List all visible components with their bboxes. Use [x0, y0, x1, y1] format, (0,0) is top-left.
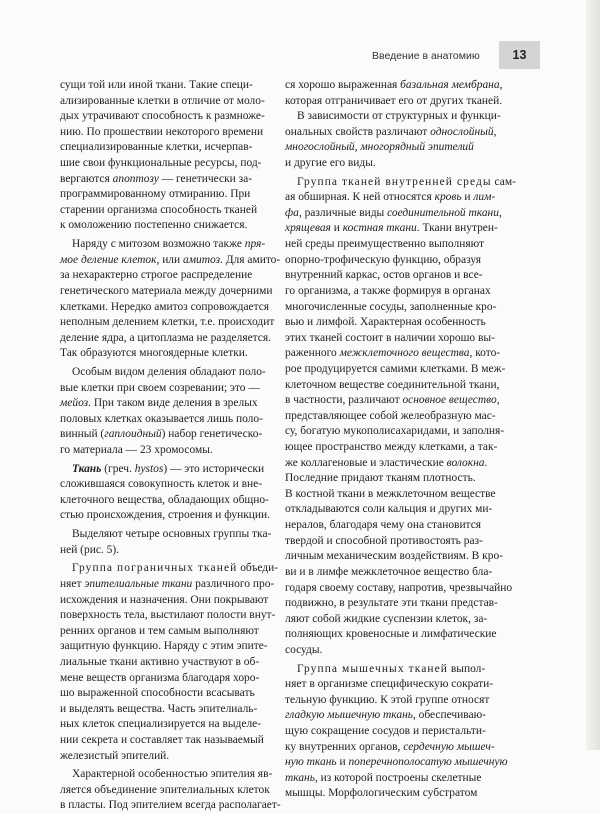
text-line — [285, 125, 499, 141]
text-segment: щую сокращение сосудов и перистальти- — [285, 724, 486, 737]
text-line — [285, 190, 499, 206]
emphasized-term: Ткань — [72, 462, 102, 475]
text-line — [285, 409, 499, 425]
text-segment: в частности, различают — [285, 394, 403, 407]
emphasized-term: hystos — [134, 462, 164, 475]
text-segment: ональных свойств различают — [285, 125, 431, 138]
emphasized-term: лим- — [473, 191, 496, 204]
text-segment: вые клетки при своем созревании; это — — [60, 381, 260, 394]
text-line — [60, 443, 274, 459]
text-segment: различного про- — [192, 577, 275, 590]
emphasized-term: костная ткани — [342, 222, 417, 235]
text-line — [60, 396, 274, 412]
text-line — [60, 331, 274, 347]
text-line — [285, 518, 499, 534]
text-segment: ая обширная. К ней относятся — [285, 191, 435, 204]
text-segment: го материала — 23 хромосомы. — [60, 444, 213, 457]
text-segment: полняющих кровеносные и лимфатические — [285, 628, 497, 641]
text-line — [60, 783, 274, 799]
emphasized-term: апоптозу — [112, 172, 159, 185]
text-line — [60, 253, 281, 269]
text-line — [285, 140, 499, 156]
emphasized-term: хрящевая — [285, 222, 331, 235]
emphasized-term: гладкую мышечную ткань — [285, 709, 413, 722]
page-number: 13 — [499, 41, 540, 69]
text-line — [285, 708, 499, 724]
text-segment: В зависимости от структурных и функци- — [297, 110, 501, 123]
text-line — [285, 315, 499, 331]
emphasized-term: эпителиальные ткани — [84, 577, 193, 590]
text-line — [60, 237, 274, 253]
text-line — [60, 655, 274, 671]
text-segment: винный ( — [60, 428, 105, 441]
text-line — [60, 462, 274, 478]
text-segment: исхождения и назначения. Они покрывают — [60, 593, 269, 606]
emphasized-term: мейоз — [60, 397, 89, 410]
text-segment: ляется объединение эпителиальных клеток — [60, 783, 270, 796]
text-segment: . Для амито- — [220, 253, 281, 266]
emphasized-term: амитоз — [183, 253, 221, 266]
text-line — [60, 733, 274, 749]
text-segment: Характерной особенностью эпителия яв- — [72, 768, 273, 781]
text-line — [60, 493, 274, 509]
text-segment: сам- — [491, 175, 516, 188]
text-segment: . Ткани внутрен- — [416, 222, 498, 235]
emphasized-term: мое деление клеток — [60, 253, 157, 266]
text-segment: ренних органов и тем самым выполняют — [60, 624, 259, 637]
text-line — [60, 477, 274, 493]
emphasized-term: кровь — [434, 191, 462, 204]
text-segment: ней среды преимущественно выполняют — [285, 238, 484, 251]
emphasized-term: основное вещество — [402, 394, 497, 407]
text-line — [285, 662, 499, 678]
text-line — [60, 315, 274, 331]
text-segment: лиальные ткани активно участвуют в об- — [60, 655, 260, 668]
text-line — [60, 561, 279, 577]
text-line — [60, 203, 274, 219]
text-line — [285, 755, 508, 771]
text-segment: и выделять вещества. Часть эпителиаль- — [60, 702, 258, 715]
text-line — [60, 749, 274, 765]
text-line — [60, 140, 274, 156]
text-line — [60, 639, 274, 655]
text-segment: клеточного вещества, обладающих общно- — [60, 493, 269, 506]
text-segment: , из которой построены скелетные — [314, 771, 482, 784]
left-text-column — [60, 78, 281, 814]
text-line — [60, 577, 274, 593]
text-line — [285, 331, 499, 347]
text-line — [60, 346, 274, 362]
text-line — [285, 221, 499, 237]
text-segment: мене веществ организма благодаря хоро- — [60, 671, 260, 684]
text-segment: ализированные клетки в отличие от моло- — [60, 94, 265, 107]
text-segment: нию. По прошествии некоторого времени — [60, 125, 264, 138]
text-line — [60, 798, 281, 814]
text-line — [60, 268, 274, 284]
text-segment: и — [336, 756, 349, 769]
text-segment: (греч. — [101, 462, 135, 475]
text-segment: откладываются соли кальция и других ми- — [285, 503, 493, 516]
text-line — [285, 724, 499, 740]
text-segment: ) набор генетическо- — [161, 428, 263, 441]
emphasized-term: многорядный эпителий — [360, 141, 474, 154]
text-line — [60, 593, 274, 609]
text-segment: и — [330, 222, 343, 235]
text-segment: ней (рис. 5). — [60, 543, 120, 556]
text-segment: объеди- — [237, 562, 279, 575]
page-edge-shadow — [586, 0, 600, 750]
emphasized-term: гаплоидный — [104, 428, 162, 441]
text-line — [285, 487, 499, 503]
text-segment: программированному отмиранию. При — [60, 188, 251, 201]
text-segment: — генетически за- — [158, 172, 253, 185]
text-segment: которая отграничивает его от других тканей. — [285, 94, 503, 107]
text-segment: твердой и способной противостоять раз- — [285, 534, 483, 547]
text-line — [285, 206, 502, 222]
text-line — [285, 627, 499, 643]
text-segment: мышцы. Морфологическим субстратом — [285, 787, 478, 800]
text-segment: , — [354, 141, 361, 154]
text-line — [60, 671, 274, 687]
spaced-heading-text: Группа пограничных тканей — [72, 562, 238, 575]
text-segment: Выделяют четыре основных группы тка- — [72, 528, 272, 541]
emphasized-term: волокна — [446, 456, 485, 469]
text-line — [285, 786, 499, 802]
text-segment: выпол- — [448, 662, 486, 675]
text-segment: поверхность тела, выстилают полости внут- — [60, 609, 276, 622]
text-segment: няет в организме специфическую сократи- — [285, 678, 494, 691]
text-segment: ляют собой жидкие суспензии клеток, за- — [285, 612, 488, 625]
emphasized-term: фа — [285, 206, 299, 219]
text-segment: клетками. Нередко амитоз сопровождается — [60, 300, 270, 313]
text-segment: сложившаяся совокупность клеток и вне- — [60, 478, 263, 491]
emphasized-term: базальная мембрана — [400, 79, 500, 91]
text-segment: защитную функцию. Наряду с этим эпите- — [60, 640, 268, 653]
text-segment: подвижно, в результате эти ткани представ- — [285, 597, 498, 610]
text-segment: Последние придают тканям плотность. — [285, 472, 476, 485]
text-segment: в пласты. Под эпителием всегда располагает- — [60, 799, 281, 812]
text-line — [285, 94, 503, 110]
text-line — [60, 300, 274, 316]
text-segment: многочисленные сосуды, заполненные кро- — [285, 300, 497, 313]
text-segment: , — [493, 125, 497, 138]
emphasized-term: ную ткань — [285, 756, 337, 769]
text-line — [60, 543, 274, 559]
text-line — [60, 608, 274, 624]
text-segment: внутренний каркас, остов органов и все- — [285, 269, 483, 282]
text-segment: ющее пространство между клетками, а так- — [285, 441, 498, 454]
text-line — [285, 362, 506, 378]
text-segment: к омоложению постепенно снижается. — [60, 219, 248, 232]
text-line — [60, 218, 274, 234]
text-segment: дых утрачивают способность к размноже- — [60, 110, 265, 123]
text-line — [285, 237, 499, 253]
text-segment: , — [496, 394, 500, 407]
spaced-heading-text: Группа тканей внутренней среды — [297, 175, 492, 188]
text-segment: ся хорошо выраженная — [285, 79, 401, 91]
emphasized-term: сердечную мышеч- — [403, 740, 495, 753]
text-segment: за нехарактерно строгое распределение — [60, 269, 253, 282]
text-line — [60, 427, 274, 443]
text-segment: сущи той или иной ткани. Такие специ- — [60, 79, 253, 91]
text-line — [285, 534, 499, 550]
text-line — [60, 94, 274, 110]
text-segment: , или — [156, 253, 183, 266]
text-line — [60, 624, 274, 640]
text-segment: половых клетках оказывается лишь поло- — [60, 412, 263, 425]
text-line — [285, 612, 499, 628]
text-segment: неполным делением клетки, т.е. происходит — [60, 316, 275, 329]
emphasized-term: поперечнополосатую мышечную — [348, 756, 508, 769]
text-segment: Особым видом деления обладают поло- — [72, 365, 266, 378]
text-line — [60, 284, 274, 300]
text-line — [285, 643, 499, 659]
text-line — [285, 378, 499, 394]
text-segment: вью и лимфой. Характерная особенность — [285, 316, 486, 329]
text-segment: этих тканей состоит в наличии хорошо вы- — [285, 331, 495, 344]
text-line — [60, 125, 274, 141]
text-line — [60, 412, 274, 428]
emphasized-term: пря- — [244, 238, 266, 251]
text-line — [285, 677, 499, 693]
text-segment: сосуды. — [285, 643, 323, 656]
text-line — [285, 284, 499, 300]
text-line — [60, 156, 274, 172]
text-segment: ) — это исторически — [163, 462, 265, 475]
text-segment: генетического материала между дочерними — [60, 284, 273, 297]
text-line — [60, 686, 274, 702]
text-line — [285, 109, 499, 125]
text-segment: няет — [60, 577, 85, 590]
text-line — [60, 717, 274, 733]
text-line — [60, 702, 274, 718]
text-line — [285, 440, 499, 456]
text-segment: ку внутренних органов, — [285, 740, 404, 753]
text-line — [285, 549, 503, 565]
text-segment: В костной ткани в межклеточном веществе — [285, 487, 496, 500]
text-line — [60, 187, 274, 203]
text-line — [60, 527, 274, 543]
text-line — [285, 471, 499, 487]
text-segment: су, богатую мукополисахаридами, и заполня- — [285, 425, 505, 438]
text-line — [285, 565, 499, 581]
text-line — [285, 175, 516, 191]
text-segment: шие свои функциональные ресурсы, под- — [60, 157, 262, 170]
text-segment: деление ядра, а цитоплазма не разделяется. — [60, 331, 271, 344]
text-line — [60, 109, 274, 125]
text-segment: ви и в лимфе межклеточное вещество бла- — [285, 565, 493, 578]
text-line — [285, 693, 499, 709]
text-line — [60, 508, 274, 524]
text-line — [60, 172, 274, 188]
text-line — [285, 456, 499, 472]
text-line — [285, 346, 499, 362]
text-line — [285, 581, 513, 597]
text-segment: годаря своему составу, напротив, чрезвычайно — [285, 581, 513, 594]
text-segment: Так образуются многоядерные клетки. — [60, 347, 248, 360]
emphasized-term: соединительной ткани — [387, 206, 499, 219]
text-line — [60, 78, 274, 94]
text-segment: тельную функцию. К этой группе относят — [285, 693, 490, 706]
text-segment: и — [461, 191, 474, 204]
text-segment: представляющее собой желеобразную мас- — [285, 409, 496, 422]
text-line — [285, 300, 499, 316]
text-line — [60, 381, 274, 397]
text-segment: нии секрета и составляет так называемый — [60, 733, 264, 746]
text-segment: , — [498, 206, 502, 219]
text-line — [285, 502, 499, 518]
text-segment: опорно-трофическую функцию, образуя — [285, 253, 482, 266]
text-segment: же коллагеновые и эластические — [285, 456, 447, 469]
text-segment: личным механическим воздействиям. В кро- — [285, 550, 503, 563]
text-segment: , — [499, 79, 503, 91]
text-segment: рое продуцируется самими клетками. В меж- — [285, 362, 506, 375]
text-segment: шо выраженной способности всасывать — [60, 687, 255, 700]
text-segment: . При таком виде деления в зрелых — [88, 397, 258, 410]
text-segment: , обеспечиваю- — [412, 709, 486, 722]
text-segment: раженного — [285, 347, 340, 360]
text-segment: клеточном веществе соединительной ткани, — [285, 378, 500, 391]
text-line — [285, 740, 499, 756]
text-line — [60, 365, 274, 381]
text-line — [285, 771, 499, 787]
emphasized-term: межклеточного вещества — [339, 347, 470, 360]
text-line — [285, 596, 499, 612]
text-segment: и другие его виды. — [285, 157, 376, 170]
running-header-title: Введение в анатомию — [372, 50, 480, 62]
text-segment: специализированные клетки, исчерпав- — [60, 141, 253, 154]
text-segment: , различные виды — [298, 206, 388, 219]
text-segment: , кото- — [469, 347, 501, 360]
emphasized-term: ткань — [285, 771, 315, 784]
text-line — [285, 78, 503, 94]
text-line — [285, 156, 499, 172]
text-line — [60, 767, 274, 783]
text-segment: Наряду с митозом возможно также — [72, 238, 245, 251]
text-segment: железистый эпителий. — [60, 749, 170, 762]
text-line — [285, 268, 499, 284]
right-text-column — [285, 78, 516, 802]
text-segment: . — [484, 456, 488, 469]
text-segment: нералов, благодаря чему она становится — [285, 519, 482, 532]
emphasized-term: однослойный — [430, 125, 494, 138]
text-segment: старении организма способность тканей — [60, 203, 258, 216]
text-line — [285, 393, 499, 409]
spaced-heading-text: Группа мышечных тканей — [297, 662, 448, 675]
text-line — [285, 253, 499, 269]
text-segment: вергаются — [60, 172, 113, 185]
text-segment: го организма, а также формируя в органах — [285, 284, 491, 297]
text-line — [285, 424, 505, 440]
emphasized-term: многослойный — [285, 141, 355, 154]
text-segment: ных клеток специализируется на выделе- — [60, 718, 262, 731]
text-segment: стью происхождения, строения и функции. — [60, 509, 270, 522]
